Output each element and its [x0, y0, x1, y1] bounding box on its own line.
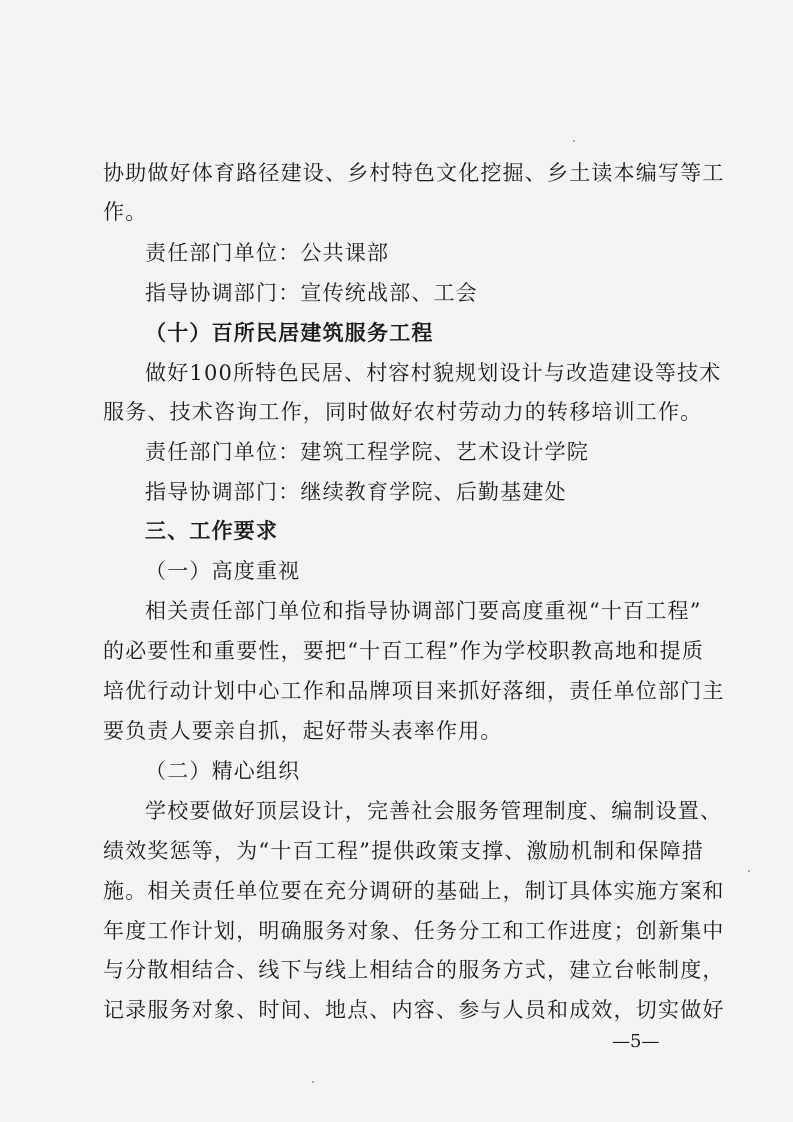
- section-heading: （十）百所民居建筑服务工程: [145, 320, 434, 345]
- paragraph-line: 施。相关责任单位要在充分调研的基础上，制订具体实施方案和: [103, 879, 725, 903]
- guidance-dept-line: 指导协调部门：继续教育学院、后勤基建处: [145, 480, 567, 504]
- paragraph-line: 作。: [103, 200, 148, 224]
- guidance-dept-line: 指导协调部门：宣传统战部、工会: [145, 281, 478, 305]
- chapter-heading: 三、工作要求: [145, 518, 279, 543]
- paragraph-line: 做好100所特色民居、村容村貌规划设计与改造建设等技术: [145, 361, 722, 385]
- paragraph-line: 培优行动计划中心工作和品牌项目来抓好落细，责任单位部门主: [103, 679, 725, 703]
- paragraph-line: 要负责人要亲自抓，起好带头表率作用。: [103, 719, 503, 743]
- responsible-dept-line: 责任部门单位：建筑工程学院、艺术设计学院: [145, 440, 589, 464]
- scan-speck: [312, 1081, 314, 1083]
- scan-speck: [573, 140, 575, 142]
- paragraph-line: 与分散相结合、线下与线上相结合的服务方式，建立台帐制度，: [103, 958, 725, 982]
- scan-speck: [748, 870, 750, 872]
- paragraph-line: 相关责任部门单位和指导协调部门要高度重视“十百工程”: [145, 599, 702, 623]
- paragraph-line: 学校要做好顶层设计，完善社会服务管理制度、编制设置、: [145, 799, 723, 823]
- paragraph-line: 年度工作计划，明确服务对象、任务分工和工作进度；创新集中: [103, 919, 725, 943]
- page-number: —5—: [612, 1031, 660, 1052]
- paragraph-line: 协助做好体育路径建设、乡村特色文化挖掘、乡土读本编写等工: [103, 161, 725, 185]
- paragraph-line: 记录服务对象、时间、地点、内容、参与人员和成效，切实做好: [103, 998, 725, 1022]
- section-heading: （一）高度重视: [145, 559, 301, 583]
- paragraph-line: 的必要性和重要性，要把“十百工程”作为学校职教高地和提质: [103, 639, 705, 663]
- paragraph-line: 服务、技术咨询工作，同时做好农村劳动力的转移培训工作。: [103, 400, 703, 424]
- responsible-dept-line: 责任部门单位：公共课部: [145, 241, 390, 265]
- paragraph-line: 绩效奖惩等，为“十百工程”提供政策支撑、激励机制和保障措: [103, 839, 705, 863]
- section-heading: （二）精心组织: [145, 759, 301, 783]
